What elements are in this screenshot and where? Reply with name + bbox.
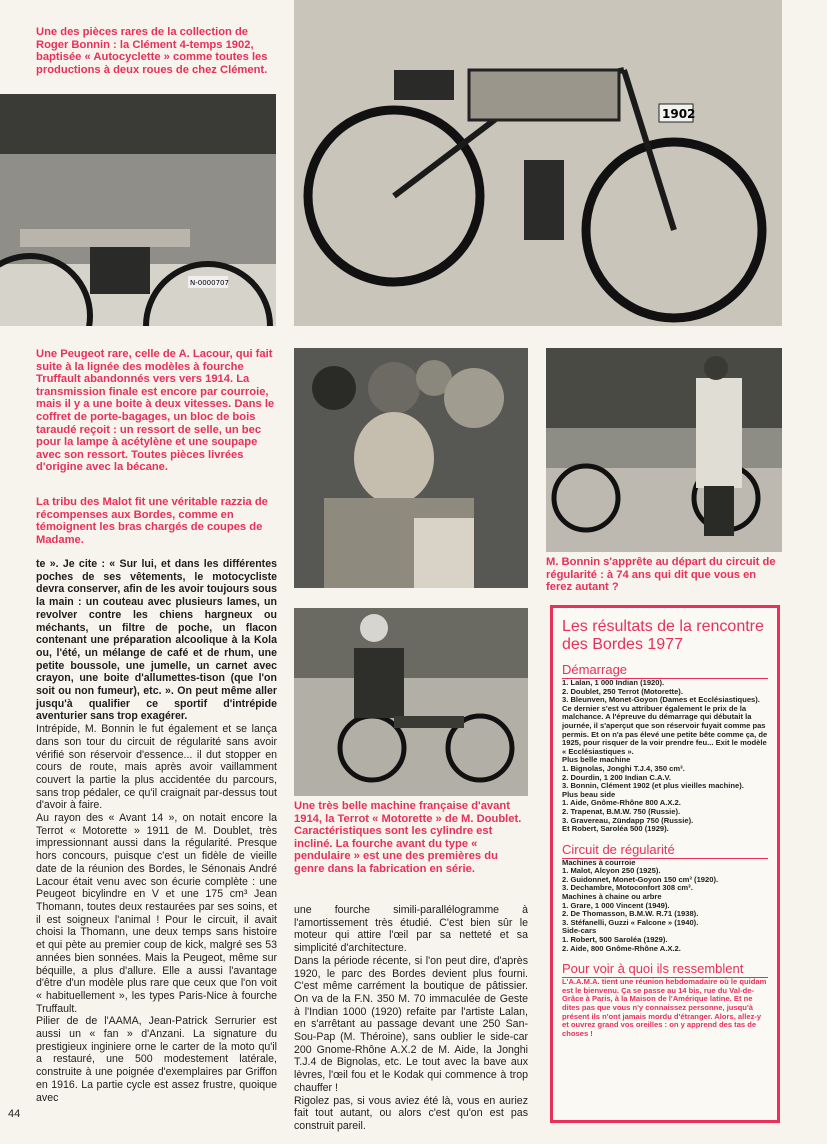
results-line: Ce dernier s'est vu attribuer également le prix de la malchance. A l'épreuve du démarrage qui débutait la journée, il s'aperçut que son réservoir fuyait comme pas permis. Et on n'a pas élevé une petite bête comme ça, de 1925, pour risquer de la voir prendre feu... Exit le modèle « Ecclésiastiques ». <box>562 703 768 756</box>
results-line: Side-cars <box>562 926 597 936</box>
results-line: Machines à chaine ou arbre <box>562 892 662 902</box>
results-line: Plus belle machine <box>562 755 631 765</box>
photo-terrot <box>294 608 528 796</box>
page-number: 44 <box>8 1108 21 1120</box>
photo-clement-side <box>0 94 276 326</box>
photo-malot-family <box>294 348 528 588</box>
article-column-2 <box>294 904 528 1133</box>
photo-clement-1902 <box>294 0 782 326</box>
results-box <box>550 605 780 1123</box>
results-line: 2. Doublet, 250 Terrot (Motorette). <box>562 686 683 696</box>
results-line: 3. Stéfanelli, Guzzi « Falcone » (1940). <box>562 917 699 927</box>
photo-bonnin <box>546 348 782 552</box>
results-line: 2. Trapenat, B.M.W. 750 (Russie). <box>562 806 681 816</box>
results-line: 2. Aide, 800 Gnôme-Rhône A.X.2. <box>562 943 681 953</box>
results-line: 2. Guidonnet, Monet-Goyon 150 cm³ (1920). <box>562 874 719 884</box>
results-line: 2. De Thomasson, B.M.W. R.71 (1938). <box>562 909 699 919</box>
results-line: 1. Aide, Gnôme-Rhône 800 A.X.2. <box>562 798 681 808</box>
plate-clement: N-0000707 <box>190 279 229 287</box>
results-line: 3. Bonnin, Clément 1902 (et plus vieilles machine). <box>562 781 744 791</box>
paragraph: Pilier de de l'AAMA, Jean-Patrick Serrurier est aussi un « fan » d'Anzani. La signature du prestigieux inginiere orne le carter de la moto qu'il a restauré, une 500 modestement latérale, construite à une poignée d'exemplaires par Griffon en 1916. La partie cycle est assez frustre, quoique avec <box>36 1015 277 1104</box>
results-line: 3. Bleunven, Monet-Goyon (Dames et Ecclésiastiques). <box>562 695 760 705</box>
results-line: 1. Malot, Alcyon 250 (1925). <box>562 866 661 876</box>
caption-peugeot: Une Peugeot rare, celle de A. Lacour, qui fait suite à la lignée des modèles à fourche Truffault abandonnés vers vers 1914. La transmission finale est encore par courroie, mais il y a une boite à deux vitesses. Dans le coffret de porte-bagages, un bloc de bois taraudé reçoit : un ressort de selle, un bec pour la lampe à acétylène et une soupape avec son ressort. Toutes pièces livrées d'origine avec la bécane. <box>36 348 275 474</box>
caption-bonnin: M. Bonnin s'apprête au départ du circuit de régularité : à 74 ans qui dit que vous en ferez autant ? <box>546 556 776 594</box>
article-column-1 <box>36 558 277 1104</box>
photo-terrot-art <box>294 608 528 796</box>
results-heading-demarrage: Démarrage <box>562 662 768 679</box>
paragraph: Intrépide, M. Bonnin le fut également et se lança dans son tour du circuit de régularité sans avoir vérifié son réservoir d'essence... il dut stopper en cours de route, mais après avoir vaillamment couvert la partie la plus accidentée du parcours, sans trop pédaler, ce qu'il craignait par-dessus tout d'avoir à faire. <box>36 723 277 812</box>
paragraph: Au rayon des « Avant 14 », on notait encore la Terrot « Motorette » 1911 de M. Doublet, très impressionnant aussi dans la régularité. Presque hors concours, puisque c'est un fidèle de vieille date de la réunion des Bordes, le Sénonais André Lacour était venu avec son écurie complète : une Peugeot bicylindre en V et une 175 cm³ Jean Thomann, toutes deux restaurées par ses soins, et il est soigneux l'animal ! Pour le circuit, il avait choisi la Thomann, une deux temps sans histoire et qui pète au premier coup de kick, malgré ses 53 années bien sonnées. Mais la Peugeot, même sur béquille, a plus d'allure. Elle a aussi l'avantage d'être d'un modèle plus rare que ceux que l'on voit « habituellement », les types Paris-Nice à fourche Truffault. <box>36 812 277 1015</box>
results-line: 3. Gravereau, Zündapp 750 (Russie). <box>562 815 694 825</box>
results-line: Machines à courroie <box>562 857 636 867</box>
results-line: 2. Dourdin, 1 200 Indian C.A.V. <box>562 772 672 782</box>
results-line: 1. Lalan, 1 000 Indian (1920). <box>562 678 665 687</box>
caption-malot: La tribu des Malot fit une véritable razzia de récompenses aux Bordes, comme en témoignent les bras chargés de coupes de Madame. <box>36 496 268 546</box>
caption-clement: Une des pièces rares de la collection de Roger Bonnin : la Clément 4-temps 1902, baptisée « Autocyclette » comme toutes les productions à deux roues de chez Clément. <box>36 26 268 76</box>
photo-bonnin-art <box>546 348 782 552</box>
photo-1902-art <box>294 0 782 326</box>
results-heading-pour-voir: Pour voir à quoi ils ressemblent <box>562 961 768 978</box>
results-title: Les résultats de la rencontre des Bordes 1977 <box>562 618 764 653</box>
results-line: 1. Bignolas, Jonghi T.J.4, 350 cm³. <box>562 763 685 773</box>
paragraph: une fourche simili-parallélogramme à l'amortissement très étudié. C'est bien sûr le moteur qui attire l'œil par sa netteté et sa simplicité d'architecture. <box>294 904 528 955</box>
results-line: Plus beau side <box>562 789 616 799</box>
results-line: 1. Grare, 1 000 Vincent (1949). <box>562 900 670 910</box>
photo-clement-side-art <box>0 94 276 326</box>
results-list-demarrage <box>562 679 768 834</box>
paragraph: Dans la période récente, si l'on peut dire, d'après 1920, le parc des Bordes devient plus fourni. C'est même carrément la boutique de pâtissier. On va de la F.N. 350 M. 70 immaculée de Geste à l'Indian 1000 (1920) refaite par l'artiste Lalan, en s'arrêtant au passage devant une 250 San-Sou-Pap (M. Théroine), sans oublier le side-car 200 Gnome-Rhône A.X.2 de M. Aide, la Jonghi T.J.4 de Bignolas, etc. Le tout avec la bave aux lèvres, l'œil fou et le Kodak qui commence à trop chauffer ! <box>294 954 528 1094</box>
results-list-circuit <box>562 859 768 954</box>
paragraph: te ». Je cite : « Sur lui, et dans les différentes poches de ses vêtements, le motocycliste devra conserver, afin de les avoir toujours sous la main : un couteau avec plusieurs lames, un revolver contre les chiens hargneux ou méchants, un filtre de poche, un flacon contenant une préparation alcoolique à la Kola ou, l'été, un mélange de café et de rhum, une petite boussole, une jumelle, un carnet avec crayon, une boite d'allumettes-tison (que l'on soit ou non fumeur), etc. ». On peut même aller jusqu'à qualifier ce sportif d'intrépide aventurier sans trop exagérer. <box>36 558 277 723</box>
plate-1902: 1902 <box>662 107 696 121</box>
results-heading-circuit: Circuit de régularité <box>562 842 768 859</box>
caption-terrot: Une très belle machine française d'avant 1914, la Terrot « Motorette » de M. Doublet. Caractéristiques sont les cylindre est incliné. La fourche avant du type « pendulaire » est une des premières du genre dans la fabrication en série. <box>294 800 522 875</box>
results-line: 3. Dechambre, Motoconfort 308 cm³. <box>562 883 693 893</box>
photo-malot-art <box>294 348 528 588</box>
paragraph: Rigolez pas, si vous aviez été là, vous en auriez fait tout autant, ou alors c'est qu'on est pas construit pareil. <box>294 1094 528 1132</box>
results-pour-voir-text: L'A.A.M.A. tient une réunion hebdomadaire où le quidam est le bienvenu. Ça se passe au 14 bis, rue du Val-de-Grâce à Paris, à la Maison de l'Amérique latine. Et ne dites pas que vous n'y connaissez personne, jusqu'à présent ils n'ont jamais mordu d'étranger. Alors, allez-y et ouvrez grand vos oreilles : on y apprend des tas de choses ! <box>562 977 767 1038</box>
results-line: Et Robert, Saroléa 500 (1929). <box>562 824 669 834</box>
results-line: 1. Robert, 500 Saroléa (1929). <box>562 935 668 945</box>
